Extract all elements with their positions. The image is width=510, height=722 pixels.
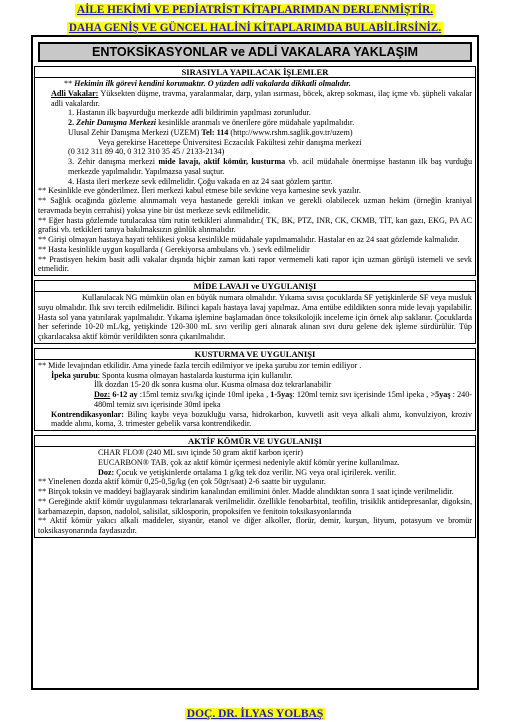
intro-paragraph [38,79,472,89]
uzem-phone: Tel: 114 [201,127,229,137]
section-heading: SIRASIYLA YAPILACAK İŞLEMLER [35,67,475,78]
section-heading: MİDE LAVAJI ve UYGULANIŞI [35,281,475,292]
section-body [35,292,475,343]
charcoal-note-2: ** Birçok toksin ve maddeyi bağlayarak sindirim kanalından emilimini önler. Madde alındıktan sonra 1 saat içinde verilmelidir. [38,487,454,496]
adli-text: Yüksekten düşme, travma, yaralanmalar, darp, yılan ısırması, böcek, akrep sokması, ilaç içme vb. şüpheli vakalar adli vakalardır. [51,88,472,108]
step-3-post: vb. acil müdahale önermişse hastanın ilk baş vurduğu merkezde yapılmalıdır. Yapılmazsa yasal suçtur. [68,157,473,176]
section-sequential-steps [34,66,476,276]
charcoal-note-1: ** Yinelenen dozda aktif kömür 0,25-0,5g/kg (en çok 50gr/saat) 2-6 saatte bir uygulanır. [38,477,326,487]
charcoal-note-3: ** Gereğinde aktif kömür uygulanması tekrarlanarak verilmelidir. özellikle fenobarbital, teofilin, trisiklik antidepresanlar, digoksin, karbamazepin, dapson, nadolol, salisilat, siklosporin, propoksifen ve fenitoin toksikasyonlarında [38,496,472,516]
lavage-paragraph: Kullanılacak NG mümkün olan en büyük numara olmalıdır. Yıkama sıvısı çocuklarda SF yetişkinlerde SF veya musluk suyu olmalıdır. Ilık sıvı tercih edilmelidir. Bilinci kapalı hastaya lavaj yapılmaz. Ama entübe edildikten sonra mide levajı yapılabilir. Hasta sol yana yatırılarak yapılmalıdır. Yıkama işlemine başlamadan önce toksikolojik inceleme için örnek alıp saklanır. Çocuklarda her seferinde 10-20 mL/kg, yetişkinde 120-300 mL sıvı verilip geri alınarak alınan sıvı duru gelene dek işleme sürdürülür. Tüp çıkarılacaksa aktif kömür verildikten sonra çıkarılmalıdır. [38,293,472,341]
section-emesis [34,348,476,431]
step-3 [38,157,472,177]
hacettepe-line: Veya gerekirse Hacettepe Üniversitesi Eczacılık Fakültesi zehir danışma merkezi [98,137,362,147]
uzem-name: Ulusal Zehir Danışma Merkezi (UZEM) [68,127,202,137]
doz-text: Çocuk ve yetişkinlerde ortalama 1 g/kg tek doz verilir. NG veya oral içirilerek. verilir. [114,467,397,477]
doz-label: Doz: [94,390,111,399]
doz-age-3: >5yaş [430,390,451,399]
uzem-line [38,128,472,138]
ipeka-label: İpeka şurubu [51,370,98,380]
doz-text-3: : 240-480ml temiz sıvı içerisinde 30ml ipeka [94,390,472,409]
uzem-url: (http://www.rshm.saglik.gov.tr/uzem) [228,127,353,137]
step-3-bold: mide lavajı, aktif kömür, kusturma [158,157,286,166]
adli-label: Adli Vakalar: [51,88,99,98]
doz-age-2: 1-5yaş [270,390,293,399]
section-body [35,447,475,537]
section-body [35,360,475,430]
note-5: ** Hasta kesinlikle uygun koşullarda ( Gerekiyorsa ambulans vb. ) sevk edilmelidir [38,244,310,254]
note-4: ** Girişi olmayan hastaya hayati tehlikesi yoksa kesinlikle müdahale yapılmamalıdır. Hastalar en az 24 saat gözlemde kalmalıdır. [38,235,460,244]
document-frame [31,35,479,690]
phones-line: (0 312 311 89 40, 0 312 310 35 45 / 2133-2134) [68,147,225,157]
step-3-pre: 3. Zehir danışma merkezi [68,157,159,166]
section-activated-charcoal [34,435,476,538]
emesis-note: ** Mide levajından etkilidir. Ama yinede fazla tercih edilmiyor ve ipeka şurubu zor temin ediliyor . [38,360,362,370]
banner-line-1: AİLE HEKİMİ VE PEDİATRİST KİTAPLARIMDAN DERLENMİŞTİR. [77,4,433,16]
section-heading: AKTİF KÖMÜR VE UYGULANIŞI [35,436,475,447]
doz-text-2: : 120ml temiz sıvı içerisinde 15ml ipeka , [292,390,431,399]
intro-marker: ** [64,79,75,88]
section-body [35,78,475,275]
step-2-text: kesinlikle aranmalı ve önerilere göre müdahale yapılmalıdır. [156,118,355,127]
banner-line-2: DAHA GENİŞ VE GÜNCEL HALİNİ KİTAPLARIMDA BULABİLİRSİNİZ. [68,22,442,34]
eucarbon-line: EUCARBON® TAB. çok az aktif kömür içermesi nedeniyle aktif kömür yerine kullanılmaz. [98,457,400,467]
charcoal-note-4: ** Aktif kömür yakıcı alkali maddeler, siyanür, etanol ve diğer alkoller, florür, demir, kurşun, lityum, potasyum ve bromür toksikasyonarında faydasızdır. [38,516,472,535]
header-banner [0,0,510,36]
ipeka-text: : Sponta kusma olmayan hastalarda kusturma için kullanılır. [97,370,293,380]
contraindications-line [38,410,472,430]
ipeka-dose-line: İlk dozdan 15-20 dk sonra kusma olur. Kusma olmasa doz tekrarlanabilir [94,380,332,390]
note-1: ** Kesinlikle eve gönderilmez. İleri merkezi kabul etmese bile sevkine veya karnesine sevk yazılır. [38,186,361,196]
section-gastric-lavage [34,280,476,344]
doz-age-1: 6-12 ay [110,390,138,399]
step-2 [38,118,472,128]
doz-label: Doz: [98,467,115,477]
kontra-label: Kontrendikasyonlar: [51,409,124,419]
charflo-line: CHAR FLO® (240 ML sıvı içinde 50 gram aktif karbon içerir) [98,448,303,457]
note-6: ** Prastisyen hekim basit adli vakalar dışında hiçbir zaman kati rapor vermemeli kati rapor için uzman görüşü istemeli ve sevk etmelidir. [38,254,472,274]
page-title: ENTOKSİKASYONLAR ve ADLİ VAKALARA YAKLAŞIM [38,42,472,62]
step-4: 4. Hasta ileri merkeze sevk edilmelidir. Çoğu vakada en az 24 saat gözlem şarttır. [68,176,333,186]
note-3: ** Eğer hasta gözlemde tutulacaksa tüm rutin tetkikleri alınmalıdır.( TK, BK, PTZ, INR, CK, CKMB, TİT, kan gazı, EKG, PA AC grafisi vb. tetkikleri tanıya bakılmaksızın günlük alınmalıdır. [38,215,472,235]
author-footer [0,704,510,722]
note-2: ** Sağlık ocağında gözleme alınmamalı veya hastanede gerekli imkan ve gerekli olabilecek uzman hekim (örneğin kraniyal teravmada beyin cerrahisi) yoksa yine bir üst merkeze sevk edilmelidir. [38,196,472,215]
kontra-text: Bilinç kaybı veya bozukluğu varsa, hidrokarbon, kuvvetli asit veya alkali alımı, konvulziyon, kroziv madde alımı, koma, 3. trimester gebelik varsa kontrendikedir. [51,409,472,429]
doz-text-1: :15ml temiz sıvı/kg içinde 10ml ipeka , [137,390,271,399]
adli-paragraph [38,89,472,109]
step-2-number: 2. [68,118,77,127]
section-heading: KUSTURMA VE UYGULANIŞI [35,349,475,360]
step-1: 1. Hastanın ilk başvurduğu merkezde adli bildirimin yapılması zorunludur. [68,108,311,118]
step-2-label: Zehir Danışma Merkezi [76,118,157,127]
author-name: DOÇ. DR. İLYAS YOLBAŞ [186,708,324,720]
ipeka-dose-table [38,390,472,410]
charcoal-dose-line [38,468,472,478]
ipeka-line [38,371,472,381]
intro-text: Hekimin ilk görevi kendini korumaktır. O yüzden adli vakalarda dikkatli olmalıdır. [74,79,351,88]
